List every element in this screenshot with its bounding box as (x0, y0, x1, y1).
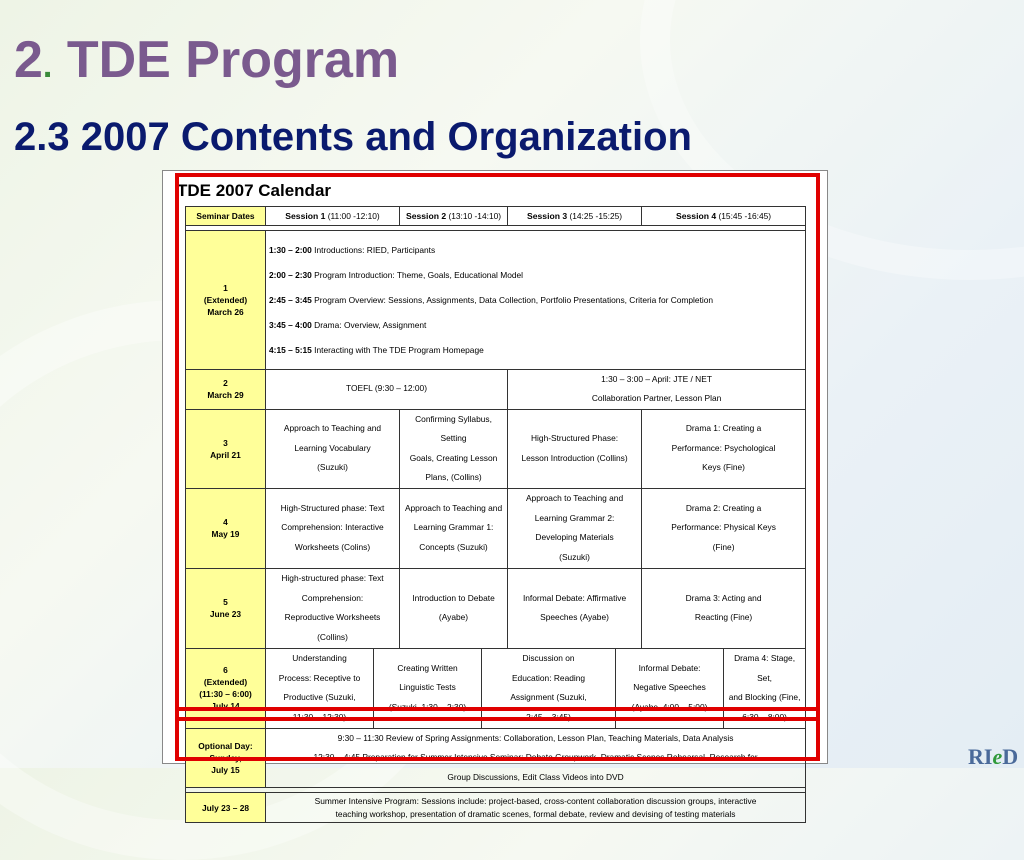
table-cell: Drama 4: Stage, Set, and Blocking (Fine, 6:30 – 8:00) (724, 648, 806, 728)
table-cell: Approach to Teaching and Learning Grammar 1: Concepts (Suzuki) (400, 488, 508, 568)
table-cell: High-structured phase: Text Comprehension: Reproductive Worksheets (Collins) (266, 568, 400, 648)
list-item: 4:15 – 5:15 Interacting with The TDE Program Homepage (269, 344, 484, 355)
table-cell: Introduction to Debate (Ayabe) (400, 568, 508, 648)
ried-logo: RIeD (968, 744, 1019, 769)
header-session-4: Session 4 (15:45 -16:45) (642, 207, 806, 226)
title-dot: . (42, 47, 53, 85)
slide-title (14, 30, 399, 96)
table-cell: Approach to Teaching and Learning Grammar 2: Developing Materials (Suzuki) (508, 488, 642, 568)
table-row (186, 793, 806, 823)
highlight-box-spring (175, 173, 820, 721)
table-cell: Discussion on Education: Reading Assignment (Suzuki, 2:45 – 3:45) (482, 648, 616, 728)
table-cell: Informal Debate: Affirmative Speeches (Ayabe) (508, 568, 642, 648)
row-date: Optional Day: Sunday, July 15 (186, 728, 266, 788)
highlight-box-summer (175, 707, 820, 761)
row-date: July 23 – 28 (186, 793, 266, 823)
row-date: 3 April 21 (186, 409, 266, 488)
header-session-3: Session 3 (14:25 -15:25) (508, 207, 642, 226)
table-cell: Drama 2: Creating a Performance: Physical Keys (Fine) (642, 488, 806, 568)
table-cell: Approach to Teaching and Learning Vocabulary (Suzuki) (266, 409, 400, 488)
slide-subtitle: 2.3 2007 Contents and Organization (14, 115, 692, 159)
row-date: 6 (Extended) (11:30 – 6:00) July 14 (186, 648, 266, 728)
header-session-2: Session 2 (13:10 -14:10) (400, 207, 508, 226)
header-seminar-dates: Seminar Dates (186, 207, 266, 226)
table-cell: Creating Written Linguistic Tests (Suzuki, 1:30 – 2:30) (374, 648, 482, 728)
table-cell: High-Structured Phase: Lesson Introduction (Collins) (508, 409, 642, 488)
table-cell: 9:30 – 11:30 Review of Spring Assignments: Collaboration, Lesson Plan, Teaching Materials, Data Analysis 12:30 – 4:45 Preparation for Summer Intensive Seminar: Debate Groupwork, Dramatic Scenes Rehearsal, Research for Group Discussions, Edit Class Videos into DVD (266, 728, 806, 788)
table-cell: Drama 1: Creating a Performance: Psychological Keys (Fine) (642, 409, 806, 488)
table-cell: Drama 3: Acting and Reacting (Fine) (642, 568, 806, 648)
table-cell: TOEFL (9:30 – 12:00) (266, 369, 508, 409)
list-item: 2:00 – 2:30 Program Introduction: Theme, Goals, Educational Model (269, 269, 524, 280)
table-cell: High-Structured phase: Text Comprehension: Interactive Worksheets (Colins) (266, 488, 400, 568)
table-cell: Informal Debate: Negative Speeches (Ayabe, 4:00 – 5:00) (616, 648, 724, 728)
row-date: 2 March 29 (186, 369, 266, 409)
title-text: TDE Program (66, 31, 400, 89)
list-item: 2:45 – 3:45 Program Overview: Sessions, Assignments, Data Collection, Portfolio Presentations, Criteria for Completion (269, 294, 714, 305)
row-date: 4 May 19 (186, 488, 266, 568)
table-cell: Confirming Syllabus, Setting Goals, Creating Lesson Plans, (Collins) (400, 409, 508, 488)
table-cell: Summer Intensive Program: Sessions include: project-based, cross-content collaboration discussion groups, interactive teaching workshop, presentation of dramatic scenes, formal debate, review and devising of testing materials (266, 793, 806, 823)
row-date: 1 (Extended) March 26 (186, 231, 266, 370)
calendar-title: TDE 2007 Calendar (177, 181, 332, 200)
list-item: 3:45 – 4:00 Drama: Overview, Assignment (269, 319, 427, 330)
list-item: 1:30 – 2:00 Introductions: RIED, Participants (269, 244, 436, 255)
table-cell: 1:30 – 3:00 – April: JTE / NET Collaboration Partner, Lesson Plan (508, 369, 806, 409)
header-session-1: Session 1 (11:00 -12:10) (266, 207, 400, 226)
calendar-image (162, 170, 828, 819)
table-cell: Understanding Process: Receptive to Productive (Suzuki, 11:30 – 12:30) (266, 648, 374, 728)
row-date: 5 June 23 (186, 568, 266, 648)
title-number: 2 (14, 31, 43, 89)
